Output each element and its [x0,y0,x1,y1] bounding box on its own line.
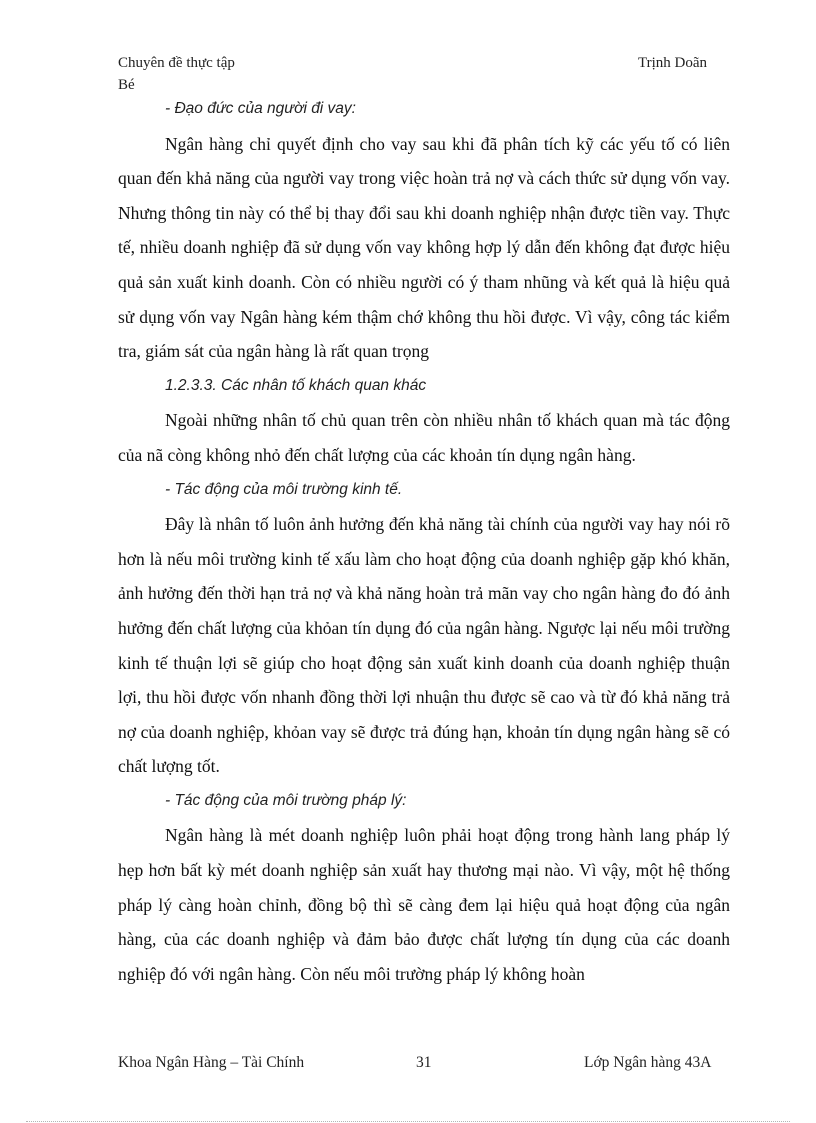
document-body [118,92,730,991]
body-paragraph: Đây là nhân tố luôn ảnh hưởng đến khả năng tài chính của người vay hay nói rõ hơn là nếu môi trường kinh tế xấu làm cho hoạt động của doanh nghiệp gặp khó khăn, ảnh hưởng đến thời hạn trả nợ và khả năng hoàn trả mãn vay cho ngân hàng đo đó ảnh hưởng đến chất lượng của khỏan tín dụng đó của ngân hàng. Ngược lại nếu môi trường kinh tế thuận lợi sẽ giúp cho hoạt động sản xuất kinh doanh của doanh nghiệp thuận lợi, thu hồi được vốn nhanh đồng thời lợi nhuận thu được sẽ cao và từ đó khả năng trả nợ của doanh nghiệp, khỏan vay sẽ được trả đúng hạn, khoản tín dụng ngân hàng sẽ có chất lượng tốt. [118,514,730,777]
bullet-heading: - Tác động của môi trường pháp lý: [165,791,407,809]
body-paragraph: Ngân hàng chỉ quyết định cho vay sau khi đã phân tích kỹ các yếu tố có liên quan đến khả năng của người vay trong việc hoàn trả nợ và cách thức sử dụng vốn vay. Nhưng thông tin này có thể bị thay đổi sau khi doanh nghiệp nhận được tiền vay. Thực tế, nhiều doanh nghiệp đã sử dụng vốn vay không hợp lý dẫn đến không đạt được hiệu quả sản xuất kinh doanh. Còn có nhiều người có ý tham nhũng và kết quả là hiệu quả sử dụng vốn vay Ngân hàng kém thậm chớ không thu hồi được. Vì vậy, công tác kiểm tra, giám sát của ngân hàng là rất quan trọng [118,133,730,362]
page-number: 31 [416,1054,432,1071]
bullet-heading: - Tác động của môi trường kinh tế. [165,480,403,498]
header-right: Trịnh Doãn [638,55,708,71]
page-bottom-divider [26,1121,790,1122]
footer-left: Khoa Ngân Hàng – Tài Chính [118,1054,305,1071]
footer-right: Lớp Ngân hàng 43A [584,1054,712,1071]
bullet-heading: - Đạo đức của người đi vay: [165,100,356,117]
header-wrap: Bé [118,77,135,93]
header-left: Chuyên đề thực tập [118,55,235,71]
body-paragraph: Ngoài những nhân tố chủ quan trên còn nhiều nhân tố khách quan mà tác động của nã còng không nhỏ đến chất lượng của các khoản tín dụng ngân hàng. [118,410,730,465]
body-paragraph: Ngân hàng là mét doanh nghiệp luôn phải hoạt động trong hành lang pháp lý hẹp hơn bất kỳ mét doanh nghiệp sản xuất hay thương mại nào. Vì vậy, một hệ thống pháp lý càng hoàn chỉnh, đồng bộ thì sẽ càng đem lại hiệu quả hoạt động của ngân hàng, của các doanh nghiệp và đảm bảo được chất lượng tín dụng của các doanh nghiệp đó với ngân hàng. Còn nếu môi trường pháp lý không hoàn [118,825,730,984]
section-heading: 1.2.3.3. Các nhân tố khách quan khác [165,376,427,394]
